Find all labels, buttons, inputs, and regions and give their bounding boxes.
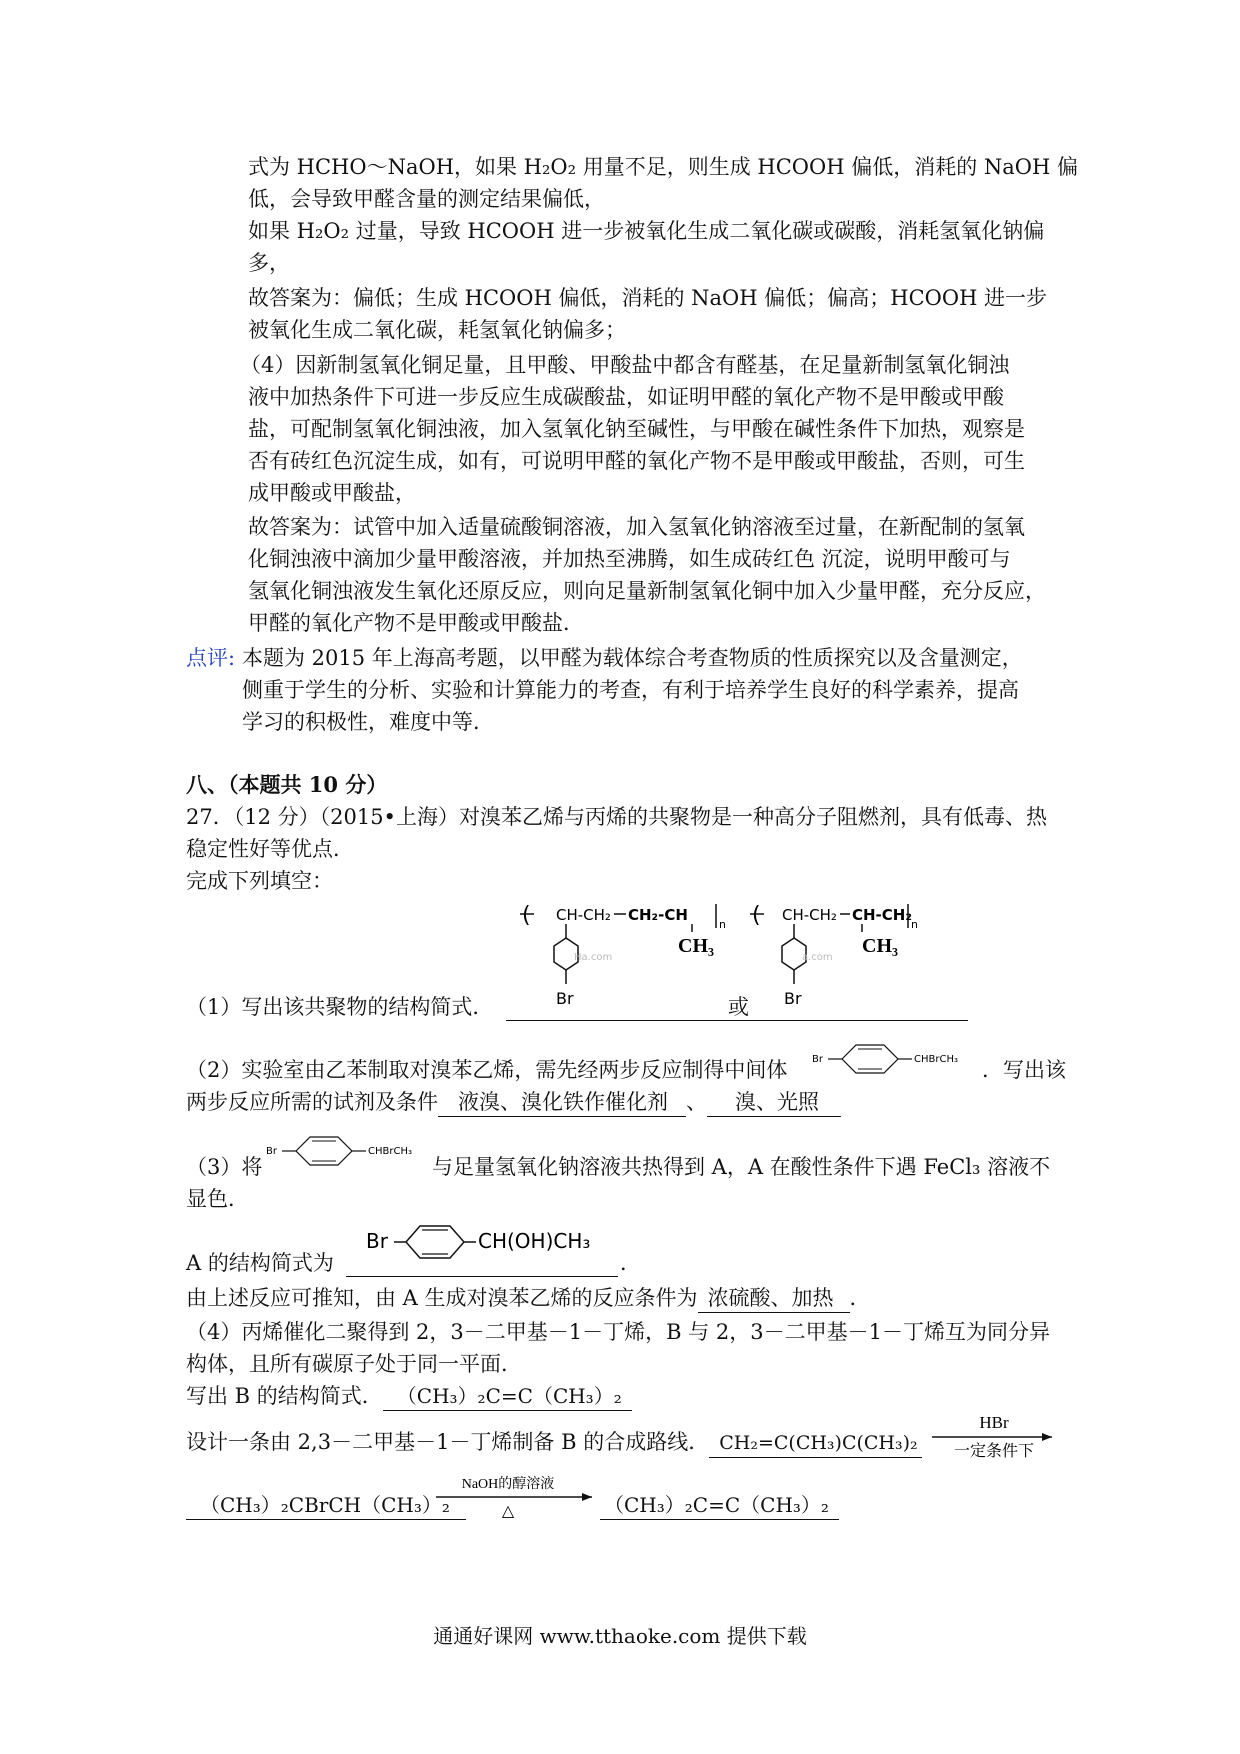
product-a-substituent: CH(OH)CH₃ xyxy=(478,1229,591,1253)
part-2-answer-2: 溴、光照 xyxy=(707,1088,841,1117)
solution-4-line-6: 故答案为：试管中加入适量硫酸铜溶液，加入氢氧化钠溶液至过量，在新配制的氢氧 xyxy=(248,515,1025,539)
comment-line-1: 本题为 2015 年上海高考题，以甲醛为载体综合考查物质的性质探究以及含量测定， xyxy=(242,646,1023,670)
reactant-molecule xyxy=(262,1128,432,1188)
watermark: Ha.com xyxy=(574,952,613,963)
arrow-1-reagent: HBr xyxy=(979,1413,1009,1432)
comment-line-3: 学习的积极性，难度中等． xyxy=(242,710,494,734)
part-4-line-2: 构体，且所有碳原子处于同一平面． xyxy=(186,1352,522,1376)
part-1-or: 或 xyxy=(728,995,749,1019)
solution-4-line-2: 液中加热条件下可进一步反应生成碳酸盐，如证明甲醛的氧化产物不是甲酸或甲酸 xyxy=(248,385,1004,409)
solution-3-line-2: 低，会导致甲醛含量的测定结果偏低， xyxy=(248,187,605,211)
part-3-line-4-end: ． xyxy=(849,1286,871,1310)
copolymer-structure-2 xyxy=(750,900,970,1020)
arrow-2-condition: △ xyxy=(501,1503,515,1520)
structure-1-segment-a: CH-CH₂ xyxy=(556,906,611,924)
part-3-line-1b: 与足量氢氧化钠溶液共热得到 A，A 在酸性条件下遇 FeCl₃ 溶液不 xyxy=(432,1155,1051,1179)
part-2-answer-1: 液溴、溴化铁作催化剂 xyxy=(438,1088,686,1117)
solution-4-line-3: 盐，可配制氢氧化铜浊液，加入氢氧化钠至碱性，与甲酸在碱性条件下加热，观察是 xyxy=(248,417,1025,441)
part-4-line-4 xyxy=(186,1427,922,1458)
solution-3-line-3: 如果 H₂O₂ 过量，导致 HCOOH 进一步被氧化生成二氧化碳或碳酸，消耗氢氧化钠偏 xyxy=(248,219,1045,243)
solution-3-line-4: 多， xyxy=(248,251,290,275)
part-3-answer: 浓硫酸、加热 xyxy=(698,1284,850,1313)
part-3-a-end: ． xyxy=(620,1251,641,1275)
structure-1-subscript-n: n xyxy=(719,918,726,931)
reactant-bromine: Br xyxy=(266,1146,277,1157)
structure-2-methyl: CH₃ xyxy=(862,935,898,957)
part-4-line-3 xyxy=(186,1381,632,1411)
part-3-line-4 xyxy=(186,1283,871,1313)
part-4-route-product: （CH₃）₂C=C（CH₃）₂ xyxy=(600,1491,839,1520)
part-4-answer-b: （CH₃）₂C=C（CH₃）₂ xyxy=(383,1382,632,1411)
solution-3-line-5: 故答案为：偏低；生成 HCOOH 偏低，消耗的 NaOH 偏低；偏高；HCOOH 进一步 xyxy=(248,286,1048,310)
part-4-line-5 xyxy=(186,1490,466,1520)
part-2-line-2a: 两步反应所需的试剂及条件 xyxy=(186,1090,438,1114)
part-4-line-5b xyxy=(600,1490,839,1520)
solution-4-line-7: 化铜浊液中滴加少量甲酸溶液，并加热至沸腾，如生成砖红色 沉淀，说明甲酸可与 xyxy=(248,547,1011,571)
part-3-line-4a: 由上述反应可推知，由 A 生成对溴苯乙烯的反应条件为 xyxy=(186,1286,698,1310)
solution-4-line-5: 成甲酸或甲酸盐， xyxy=(248,481,416,505)
solution-4-line-9: 甲醛的氧化产物不是甲酸或甲酸盐． xyxy=(248,611,584,635)
part-1-question: （1）写出该共聚物的结构简式． xyxy=(186,995,494,1019)
reaction-arrow-2 xyxy=(432,1470,602,1526)
reaction-arrow-1 xyxy=(928,1410,1060,1466)
arrow-2-reagent: NaOH的醇溶液 xyxy=(461,1477,555,1492)
product-a-bromine: Br xyxy=(366,1229,388,1253)
structure-1-bromine: Br xyxy=(556,989,574,1008)
structure-1-methyl: CH₃ xyxy=(678,935,714,957)
part-4-route-start: CH₂=C(CH₃)C(CH₃)₂ xyxy=(709,1429,921,1458)
solution-4-line-8: 氢氧化铜浊液发生氧化还原反应，则向足量新制氢氧化铜中加入少量甲醛，充分反应， xyxy=(248,579,1046,603)
question-27-line-1: 27．（12 分）（2015•上海）对溴苯乙烯与丙烯的共聚物是一种高分子阻燃剂，具有低毒、热 xyxy=(186,805,1047,829)
svg-text:(: ( xyxy=(522,903,531,928)
intermediate-bromine: Br xyxy=(812,1054,823,1065)
question-27-line-2: 稳定性好等优点． xyxy=(186,837,354,861)
part-4-line-1: （4）丙烯催化二聚得到 2，3－二甲基－1－丁烯，B 与 2，3－二甲基－1－丁烯互为同分异 xyxy=(186,1320,1050,1344)
solution-4-line-4: 否有砖红色沉淀生成，如有，可说明甲醛的氧化产物不是甲酸或甲酸盐，否则，可生 xyxy=(248,449,1025,473)
structure-2-segment-b: CH-CH₂ xyxy=(852,906,912,924)
question-27-line-3: 完成下列填空： xyxy=(186,869,333,893)
part-4-line-3a: 写出 B 的结构简式． xyxy=(186,1384,383,1408)
part-2-separator: 、 xyxy=(686,1090,707,1114)
part-2-line-1b: ．写出该 xyxy=(982,1058,1066,1082)
part-4-line-4a: 设计一条由 2,3－二甲基－1－丁烯制备 B 的合成路线． xyxy=(186,1430,710,1454)
watermark: a.com xyxy=(802,952,833,963)
intermediate-substituent: CHBrCH₃ xyxy=(914,1054,958,1065)
solution-4-line-1: （4）因新制氢氧化铜足量，且甲酸、甲酸盐中都含有醛基，在足量新制氢氧化铜浊 xyxy=(240,353,1010,377)
structure-2-segment-a: CH-CH₂ xyxy=(782,906,837,924)
part-3-a-underline xyxy=(346,1276,618,1277)
reactant-substituent: CHBrCH₃ xyxy=(368,1146,412,1157)
footer: 通通好课网 www.tthaoke.com 提供下载 xyxy=(433,1624,807,1648)
part-2-line-1a: （2）实验室由乙苯制取对溴苯乙烯，需先经两步反应制得中间体 xyxy=(186,1058,788,1082)
part-3-a-label: A 的结构简式为 xyxy=(186,1251,334,1275)
arrow-1-condition: 一定条件下 xyxy=(953,1443,1035,1460)
comment-line-2: 侧重于学生的分析、实验和计算能力的考查，有利于培养学生良好的科学素养，提高 xyxy=(242,678,1019,702)
part-3-line-1a: （3）将 xyxy=(186,1155,263,1179)
part-2-line-2 xyxy=(186,1087,841,1117)
structure-2-bromine: Br xyxy=(784,989,802,1008)
product-a-molecule xyxy=(362,1218,622,1278)
part-3-line-2: 显色． xyxy=(186,1187,249,1211)
solution-3-line-6: 被氧化生成二氧化碳，耗氢氧化钠偏多； xyxy=(248,318,626,342)
section-heading: 八、（本题共 10 分） xyxy=(186,772,388,797)
solution-3-line-1: 式为 HCHO～NaOH，如果 H₂O₂ 用量不足，则生成 HCOOH 偏低，消耗的 NaOH 偏 xyxy=(248,155,1078,179)
structure-2-subscript-n: n xyxy=(911,918,918,931)
comment-label: 点评: xyxy=(186,646,236,670)
structure-1-segment-b: CH₂-CH xyxy=(628,906,688,924)
part-4-route-intermediate: （CH₃）₂CBrCH（CH₃）₂ xyxy=(186,1491,466,1520)
svg-text:(: ( xyxy=(752,903,761,928)
